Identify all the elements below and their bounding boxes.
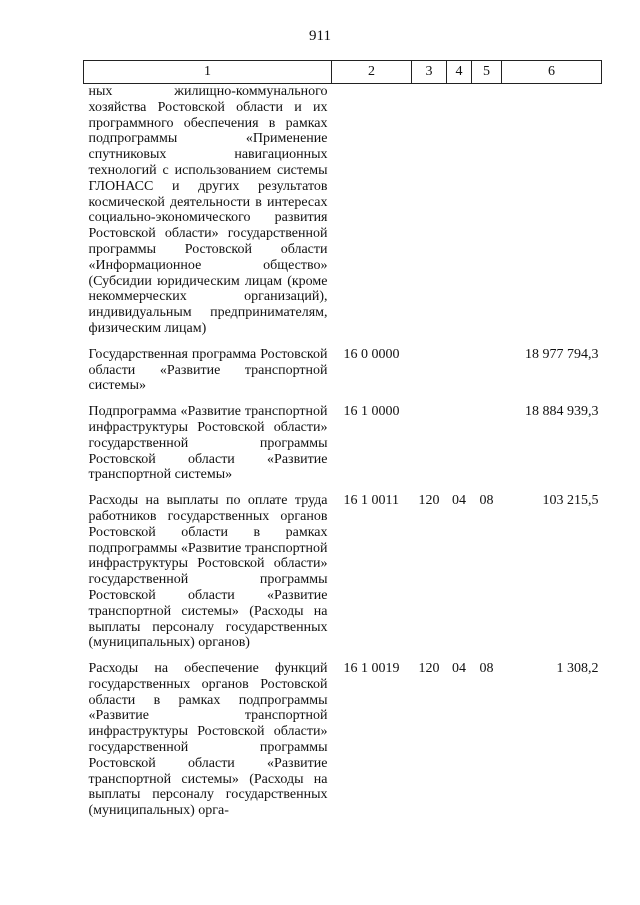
row-amount	[502, 84, 602, 347]
row-pr: 08	[479, 493, 494, 509]
row-amount: 18 884 939,3	[525, 404, 599, 420]
row-name: ных жилищно-коммунального хозяйства Ростовской области и их программного обеспечения в рамках подпрограммы «Применение спутниковых навигационных технологий с использованием системы ГЛОНАСС и других результатов космической деятельности в интересах социально-экономического развития Ростовской области» государственной программы Ростовской области «Информационное общество» (Субсидии юридическим лицам (кроме некоммерческих организаций), индивидуальным предпринимателям, физическим лицам)	[88, 84, 328, 336]
column-header: 6	[502, 61, 602, 84]
row-code: 16 1 0011	[343, 493, 399, 509]
table-row	[84, 347, 602, 404]
row-pr	[472, 404, 502, 493]
row-name: Расходы на обеспечение функций государственных органов Ростовской области в рамках подпрограммы «Развитие транспортной инфраструктуры Ростовской области» государственной программы Ростовской области «Развитие транспортной системы» (Расходы на выплаты персоналу государственных (муниципальных) орга-	[88, 661, 328, 819]
row-name: Подпрограмма «Развитие транспортной инфраструктуры Ростовской области» государственной программы Ростовской области «Развитие транспортной системы»	[88, 404, 328, 483]
row-rz: 04	[452, 493, 466, 509]
row-vr: 120	[418, 493, 440, 509]
table-row	[84, 404, 602, 493]
row-name: Расходы на выплаты по оплате труда работников государственных органов Ростовской области в рамках подпрограммы «Развитие транспортной инфраструктуры Ростовской области» государственной программы Ростовской области «Развитие транспортной системы» (Расходы на выплаты персоналу государственных (муниципальных) органов)	[88, 493, 328, 651]
row-name: Государственная программа Ростовской области «Развитие транспортной системы»	[88, 346, 328, 394]
row-rz	[447, 84, 472, 347]
row-rz	[447, 347, 472, 404]
row-code	[332, 84, 412, 347]
row-code: 16 1 0019	[343, 661, 400, 677]
row-amount: 103 215,5	[542, 493, 599, 509]
row-pr: 08	[479, 661, 494, 677]
row-rz: 04	[452, 661, 466, 677]
row-code: 16 0 0000	[343, 346, 400, 362]
table-row	[84, 493, 602, 661]
row-code: 16 1 0000	[343, 404, 400, 420]
row-vr	[412, 347, 447, 404]
row-pr	[472, 347, 502, 404]
row-pr	[472, 84, 502, 347]
row-vr: 120	[418, 661, 440, 677]
row-amount: 1 308,2	[556, 661, 599, 677]
table-row	[84, 84, 602, 347]
row-vr	[412, 84, 447, 347]
table-row	[84, 661, 602, 829]
row-amount: 18 977 794,3	[525, 346, 599, 362]
column-header: 3	[412, 61, 447, 84]
column-header: 4	[447, 61, 472, 84]
column-header: 5	[472, 61, 502, 84]
budget-table	[83, 60, 602, 829]
page-number: 911	[309, 28, 331, 44]
column-header: 2	[332, 61, 412, 84]
column-header: 1	[84, 61, 332, 84]
header-row	[84, 61, 602, 84]
row-rz	[447, 404, 472, 493]
row-vr	[412, 404, 447, 493]
